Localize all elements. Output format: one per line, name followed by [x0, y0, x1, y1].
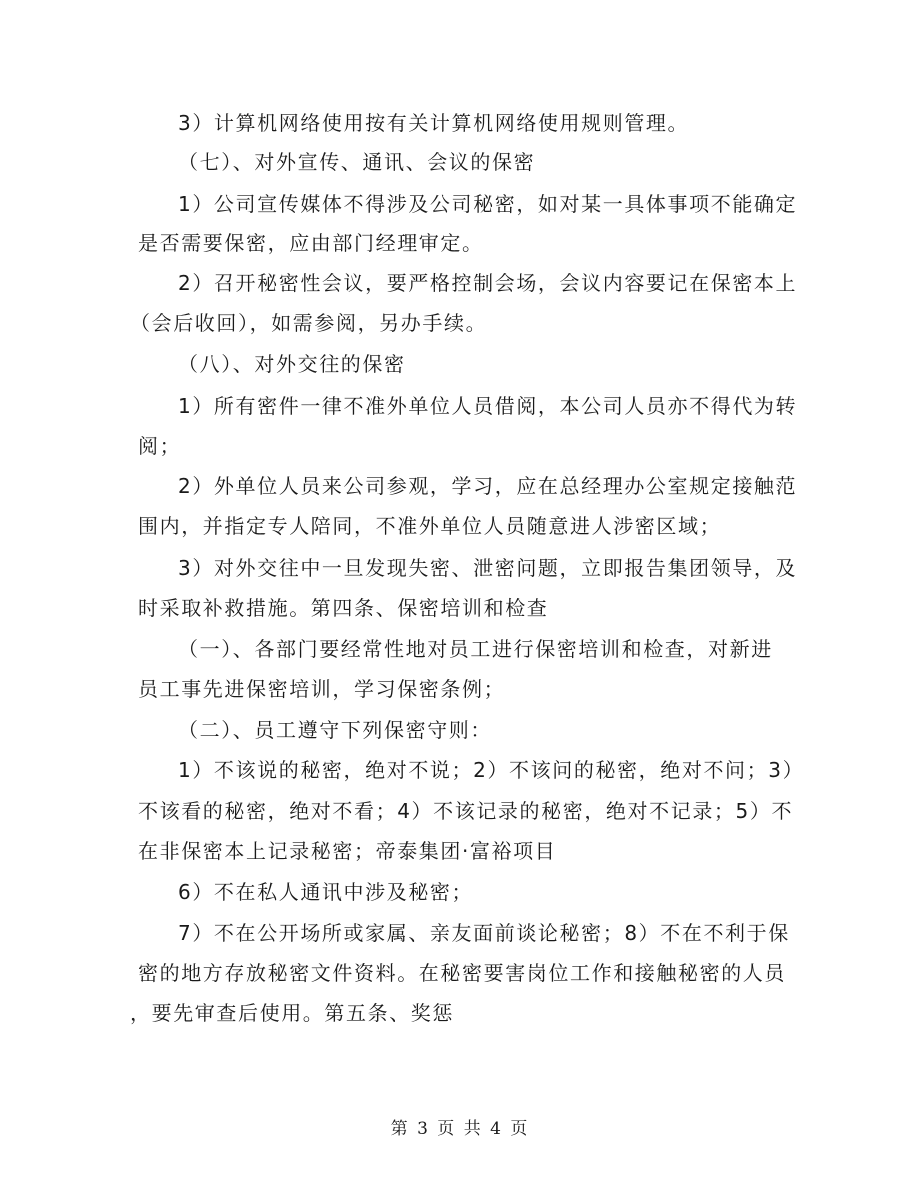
- paragraph-line: 3）对外交往中一旦发现失密、泄密问题，立即报告集团领导，及: [178, 556, 798, 580]
- paragraph-line: 2）召开秘密性会议，要严格控制会场，会议内容要记在保密本上: [178, 271, 798, 295]
- paragraph-line: 3）计算机网络使用按有关计算机网络使用规则管理。: [178, 111, 690, 135]
- paragraph-line: 阅；: [138, 434, 182, 458]
- paragraph-line: 密的地方存放秘密文件资料。在秘密要害岗位工作和接触秘密的人员: [138, 961, 786, 985]
- section-heading: （八）、对外交往的保密: [178, 352, 406, 376]
- paragraph-line: 在非保密本上记录秘密；帝泰集团·富裕项目: [138, 839, 557, 863]
- paragraph-line: 围内，并指定专人陪同，不准外单位人员随意进人涉密区域；: [138, 514, 722, 538]
- paragraph-line: 2）外单位人员来公司参观，学习，应在总经理办公室规定接触范: [178, 474, 798, 498]
- paragraph-line: 1）公司宣传媒体不得涉及公司秘密，如对某一具体事项不能确定: [178, 192, 798, 216]
- paragraph-line: （一）、各部门要经常性地对员工进行保密培训和检查，对新进: [178, 637, 773, 661]
- paragraph-line: （会后收回），如需参阅，另办手续。: [130, 311, 488, 335]
- paragraph-line: 1）所有密件一律不准外单位人员借阅，本公司人员亦不得代为转: [178, 394, 798, 418]
- paragraph-line: 时采取补救措施。第四条、保密培训和检查: [138, 596, 549, 620]
- paragraph-line: ，要先审查后使用。第五条、奖惩: [130, 1001, 454, 1025]
- paragraph-line: 是否需要保密，应由部门经理审定。: [138, 231, 484, 255]
- paragraph-line: 7）不在公开场所或家属、亲友面前谈论秘密；8）不在不利于保: [178, 921, 790, 945]
- paragraph-line: 6）不在私人通讯中涉及秘密；: [178, 880, 474, 904]
- page-number-footer: 第 3 页 共 4 页: [390, 1119, 530, 1139]
- paragraph-line: 1）不该说的秘密，绝对不说；2）不该问的秘密，绝对不问；3）: [178, 758, 805, 782]
- paragraph-line: 员工事先进保密培训，学习保密条例；: [138, 677, 506, 701]
- section-heading: （七）、对外宣传、通讯、会议的保密: [178, 150, 536, 174]
- paragraph-line: 不该看的秘密，绝对不看；4）不该记录的秘密，绝对不记录；5）不: [138, 799, 794, 823]
- section-heading: （二）、员工遵守下列保密守则：: [178, 718, 492, 742]
